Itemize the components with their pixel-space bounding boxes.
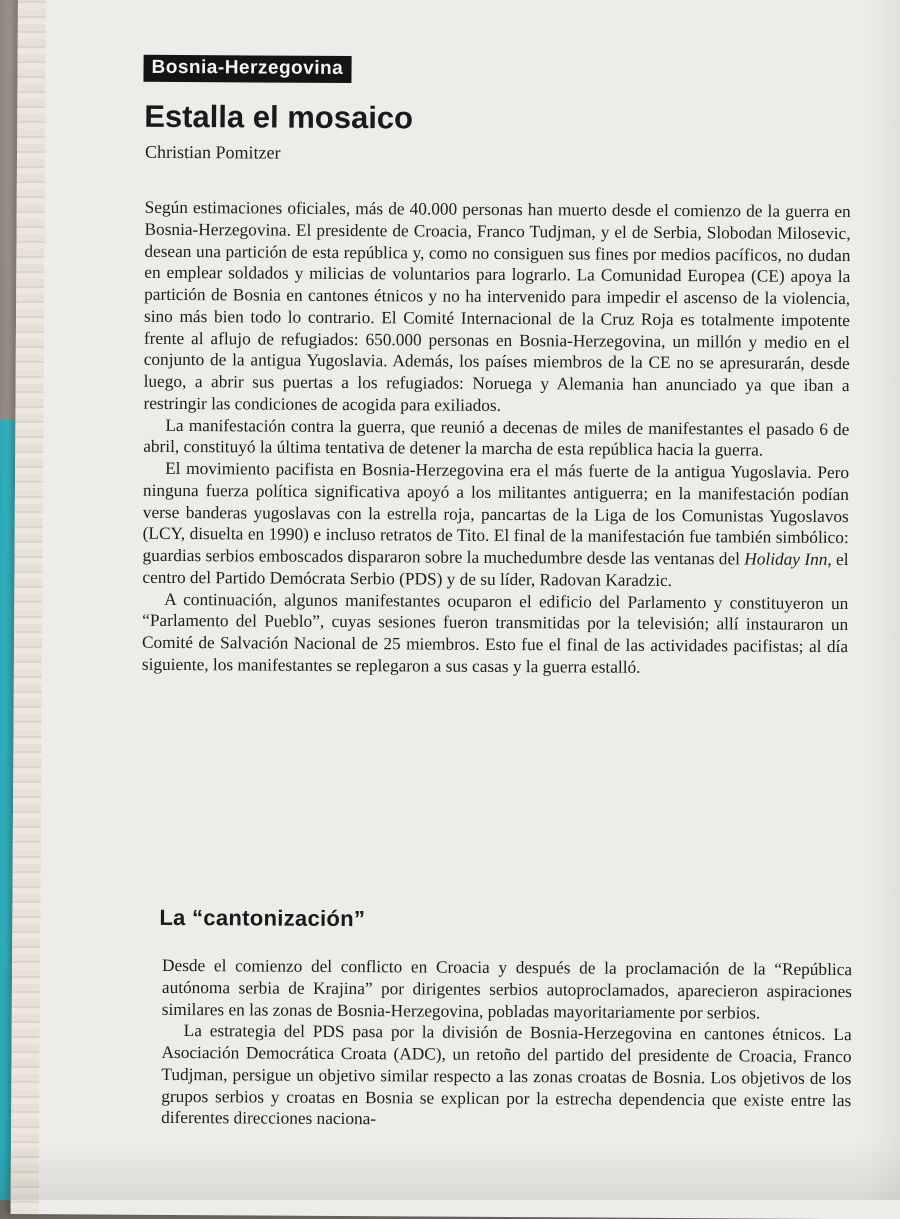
paragraph: Desde el comienzo del conflicto en Croacia y después de la proclamación de la “República autónoma serbia de Krajina” por dirigentes serbios autoproclamados, aparecieron aspiraciones similares en las zonas de Bosnia-Herzegovina, pobladas mayoritariamente por serbios. xyxy=(161,955,853,1023)
paragraph: Según estimaciones oficiales, más de 40.000 personas han muerto desde el comienzo de la guerra en Bosnia-Herzegovina. El presidente de Croacia, Franco Tudjman, y el de Serbia, Slobodan Milosevic, desean una partición de esta república y, como no consiguen sus fines por medios pacíficos, no dudan en emplear soldados y milicias de voluntarios para lograrlo. La Comunidad Europea (CE) apoya la partición de Bosnia en cantones étnicos y no ha intervenido para impedir el ascenso de la violencia, sino más bien todo lo contrario. El Comité Internacional de la Cruz Roja es totalmente impotente frente al aflujo de refugiados: 650.000 personas en Bosnia-Herzegovina, un millón y medio en el conjunto de la antigua Yugoslavia. Además, los países miembros de la CE no se apresurarán, desde luego, a abrir sus puertas a los refugiados: Noruega y Alemania han anunciado ya que iban a restringir las condiciones de acogida para exiliados. xyxy=(143,197,851,415)
book-page xyxy=(11,0,900,1219)
article-body-section-1 xyxy=(142,197,851,680)
section-subheading: La “cantonización” xyxy=(159,904,366,932)
italic-name: Holiday Inn xyxy=(744,549,828,569)
article-body-section-2 xyxy=(161,955,852,1133)
section-tag: Bosnia-Herzegovina xyxy=(143,55,351,83)
paragraph: La estrategia del PDS pasa por la división de Bosnia-Herzegovina en cantones étnicos. La Asociación Democrática Croata (ADC), un retoño del partido del presidente de Croacia, Franco Tudjman, persigue un objetivo similar respecto a las zonas croatas de Bosnia. Los objetivos de los grupos serbios y croatas en Bosnia se explican por la estrecha dependencia que existe entre las diferentes direcciones naciona- xyxy=(161,1021,852,1129)
page-bottom-shadow xyxy=(0,1140,900,1200)
paragraph: El movimiento pacifista en Bosnia-Herzegovina era el más fuerte de la antigua Yugoslavia. Pero ninguna fuerza política significativa apoyó a los militantes antiguerra; en la manifestación podían verse banderas yugoslavas con la estrella roja, pancartas de la Liga de los Comunistas Yugoslavos (LCY, disuelta en 1990) e incluso retratos de Tito. El final de la manifestación fue también simbólico: guardias serbios emboscados dispararon sobre la muchedumbre desde las ventanas del Holiday Inn, el centro del Partido Demócrata Serbio (PDS) y de su líder, Radovan Karadzic. xyxy=(142,458,850,590)
page-shadow xyxy=(860,0,900,1200)
article-title: Estalla el mosaico xyxy=(144,98,414,136)
article-author: Christian Pomitzer xyxy=(144,141,281,163)
paragraph: A continuación, algunos manifestantes ocuparon el edificio del Parlamento y constituyeron un “Parlamento del Pueblo”, cuyas sesiones fueron transmitidas por la televisión; allí instauraron un Comité de Salvación Nacional de 25 miembros. Esto fue el final de las actividades pacifistas; al día siguiente, los manifestantes se replegaron a sus casas y la guerra estalló. xyxy=(141,589,849,677)
paragraph: La manifestación contra la guerra, que reunió a decenas de miles de manifestantes el pasado 6 de abril, constituyó la última tentativa de detener la marcha de esta república hacia la guerra. xyxy=(143,415,850,460)
